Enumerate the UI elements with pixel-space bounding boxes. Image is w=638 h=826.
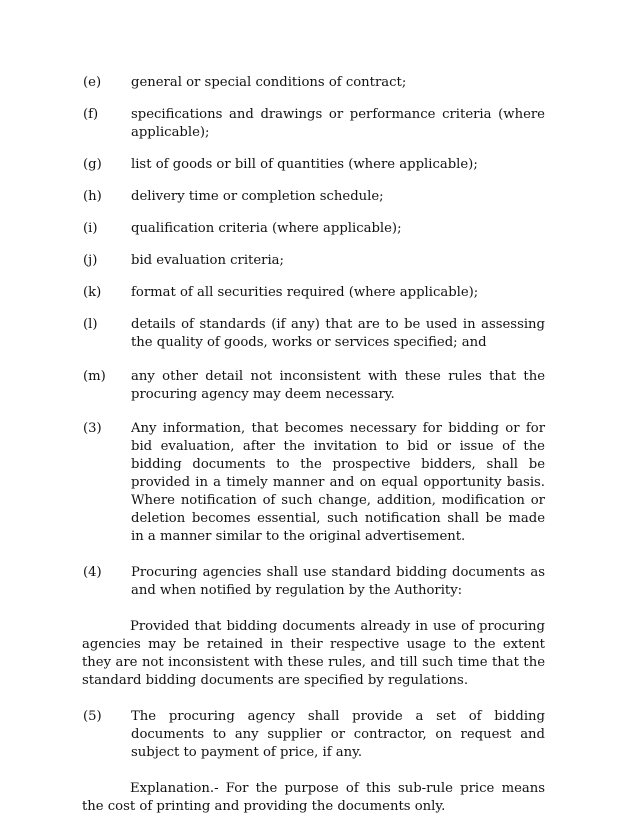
sub-rule-label: (4) [83,565,102,580]
list-item-l [83,316,545,352]
list-item-label: (h) [83,189,102,204]
list-item-text: details of standards (if any) that are to be used in assessing the quality of goods, works or services specified; and [131,317,545,350]
sub-rule-text: Any information, that becomes necessary for bidding or for bid evaluation, after the invitation to bid or issue of the bidding documents to the prospective bidders, shall be provided in a timely manner and on equal opportunity basis. Where notification of such change, addition, modification or deletion becomes essential, such notification shall be made in a manner similar to the original advertisement. [131,421,545,544]
document-content [83,74,545,816]
sub-rule-text: The procuring agency shall provide a set of bidding documents to any supplier or contractor, on request and subject to payment of price, if any. [131,709,545,760]
sub-rule-text: Procuring agencies shall use standard bidding documents as and when notified by regulation by the Authority: [131,565,545,598]
list-item-text: delivery time or completion schedule; [131,189,384,204]
sub-rule-label: (3) [83,421,102,436]
list-item-text: list of goods or bill of quantities (where applicable); [131,157,478,172]
list-item-g [83,156,545,174]
list-item-label: (l) [83,317,98,332]
list-item-label: (i) [83,221,98,236]
list-item-label: (j) [83,253,98,268]
list-item-label: (g) [83,157,102,172]
sub-rule-label: (5) [83,709,102,724]
list-item-label: (f) [83,107,99,122]
sub-rule-5 [83,708,545,762]
list-item-j [83,252,545,270]
list-item-m [83,368,545,404]
proviso-paragraph: Provided that bidding documents already in use of procuring agencies may be retained in their respective usage to the extent they are not inconsistent with these rules, and till such time that the standard bidding documents are specified by regulations. [82,619,545,688]
list-item-text: specifications and drawings or performance criteria (where applicable); [131,107,545,140]
sub-rule-3 [83,420,545,546]
list-item-e [83,74,545,92]
list-item-h [83,188,545,206]
list-item-label: (m) [83,369,106,384]
list-item-text: any other detail not inconsistent with these rules that the procuring agency may deem necessary. [131,369,545,402]
list-item-f [83,106,545,142]
list-item-text: bid evaluation criteria; [131,253,284,268]
list-item-i [83,220,545,238]
list-item-text: qualification criteria (where applicable); [131,221,402,236]
list-item-text: general or special conditions of contract; [131,75,407,90]
explanation-paragraph: Explanation.- For the purpose of this sub-rule price means the cost of printing and providing the documents only. [82,781,545,814]
list-item-label: (k) [83,285,102,300]
list-item-label: (e) [83,75,102,90]
list-item-text: format of all securities required (where applicable); [131,285,479,300]
sub-rule-4 [83,564,545,600]
list-item-k [83,284,545,302]
